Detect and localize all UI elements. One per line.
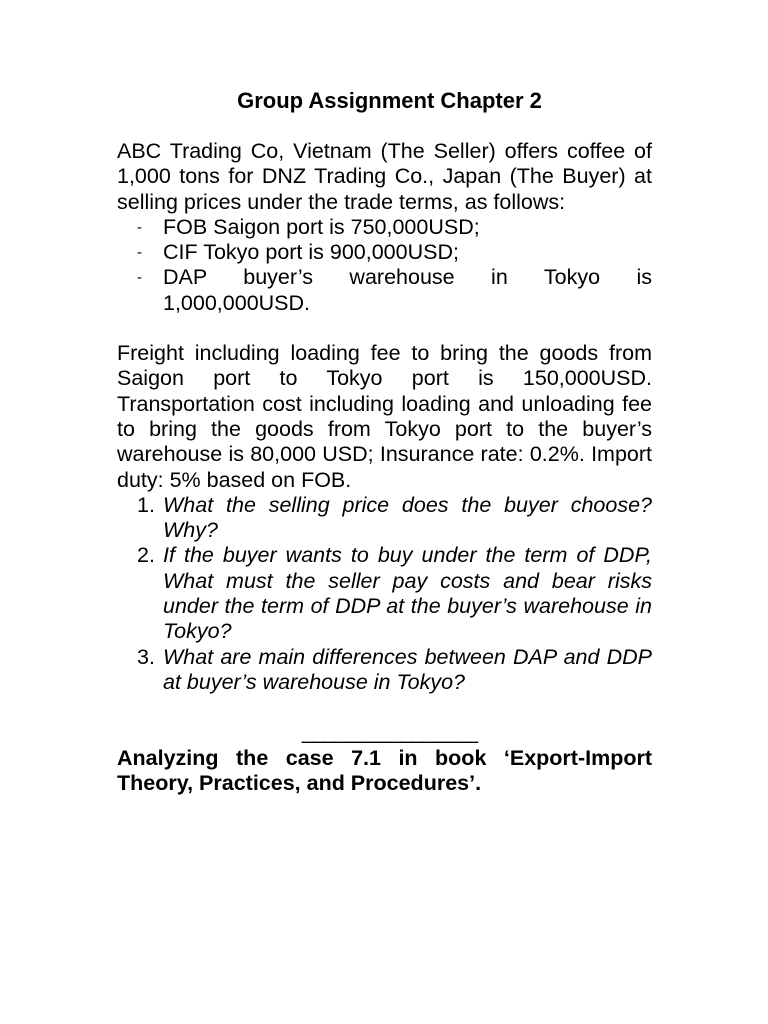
price-item <box>117 240 652 265</box>
freight-paragraph: Freight including loading fee to bring the goods from Saigon port to Tokyo port is 150,000USD. Transportation cost including loading and unloading fee to bring the goods from Tokyo port to the buyer’s warehouse is 80,000 USD; Insurance rate: 0.2%. Import duty: 5% based on FOB. <box>117 341 652 492</box>
question-number: 2. <box>137 543 155 568</box>
price-item <box>117 215 652 240</box>
question-item <box>117 493 652 544</box>
question-text: What are main differences between DAP and DDP at buyer’s warehouse in Tokyo? <box>163 644 652 694</box>
question-text: What the selling price does the buyer choose? Why? <box>163 492 652 543</box>
intro-paragraph: ABC Trading Co, Vietnam (The Seller) offers coffee of 1,000 tons for DNZ Trading Co., Japan (The Buyer) at selling prices under the trade terms, as follows: <box>117 139 652 214</box>
question-list <box>117 493 652 695</box>
question-number: 3. <box>137 644 155 669</box>
price-list <box>117 215 652 316</box>
section-separator: ________________ <box>301 720 478 745</box>
question-text: If the buyer wants to buy under the term of DDP, What must the seller pay costs and bear risks under the term of DDP at the buyer’s warehouse in Tokyo? <box>163 543 652 644</box>
document-title: Group Assignment Chapter 2 <box>237 88 542 113</box>
document-body <box>117 87 652 796</box>
price-item-text: DAP buyer’s warehouse in Tokyo is 1,000,000USD. <box>163 265 652 315</box>
question-item <box>117 645 652 696</box>
price-item-text: FOB Saigon port is 750,000USD; <box>163 214 480 239</box>
price-item-text: CIF Tokyo port is 900,000USD; <box>163 240 459 265</box>
bullet-dash-icon: - <box>137 244 142 262</box>
price-item <box>117 265 652 316</box>
question-number: 1. <box>137 492 155 517</box>
bullet-dash-icon: - <box>137 218 142 236</box>
closing-paragraph: Analyzing the case 7.1 in book ‘Export-Import Theory, Practices, and Procedures’. <box>117 745 652 795</box>
question-item <box>117 543 652 644</box>
bullet-dash-icon: - <box>137 269 142 287</box>
